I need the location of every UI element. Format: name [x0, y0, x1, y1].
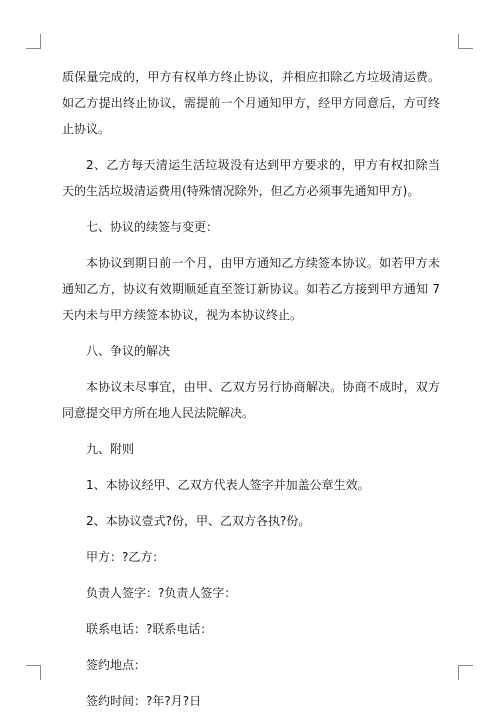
page-corner-mark-bottom-left: [26, 665, 41, 680]
signature-line-parties: 甲方：?乙方：: [86, 550, 165, 564]
paragraph-dispute: 本协议未尽事宜，由甲、乙双方另行协商解决。协商不成时，双方同意提交甲方所在地人民法院解决。: [62, 380, 440, 420]
paragraph-appendix-clause-1: 1、本协议经甲、乙双方代表人签字并加盖公章生效。: [86, 478, 370, 492]
paragraph-renewal: 本协议到期日前一个月，由甲方通知乙方续签本协议。如若甲方未通知乙方，协议有效期顺延直至签订新协议。如若乙方接到甲方通知 7 天内未与甲方续签本协议，视为本协议终止。: [62, 256, 440, 322]
signature-line-representatives: 负责人签字：?负责人签字：: [86, 586, 237, 600]
signature-line-location: 签约地点：: [86, 658, 147, 672]
paragraph-clause-2-deduction: 2、乙方每天清运生活垃圾没有达到甲方要求的，甲方有权扣除当天的生活垃圾清运费用(特殊情况除外，但乙方必须事先通知甲方)。: [62, 158, 440, 198]
signature-line-phone: 联系电话：?联系电话：: [86, 622, 213, 636]
document-body: [62, 64, 440, 714]
section-heading-renewal: 七、协议的续签与变更：: [86, 220, 219, 234]
section-heading-dispute: 八、争议的解决: [86, 344, 171, 358]
page-corner-mark-bottom-right: [458, 665, 473, 680]
page-corner-mark-top-right: [458, 34, 473, 49]
page-corner-mark-top-left: [26, 34, 41, 49]
signature-line-date: 签约时间：?年?月?日: [86, 694, 202, 708]
paragraph-appendix-clause-2: 2、本协议壹式?份，甲、乙双方各执?份。: [86, 514, 311, 528]
paragraph-termination-continued: 质保量完成的，甲方有权单方终止协议，并相应扣除乙方垃圾清运费。如乙方提出终止协议，需提前一个月通知甲方，经甲方同意后，方可终止协议。: [62, 70, 440, 136]
section-heading-appendix: 九、附则: [86, 442, 135, 456]
